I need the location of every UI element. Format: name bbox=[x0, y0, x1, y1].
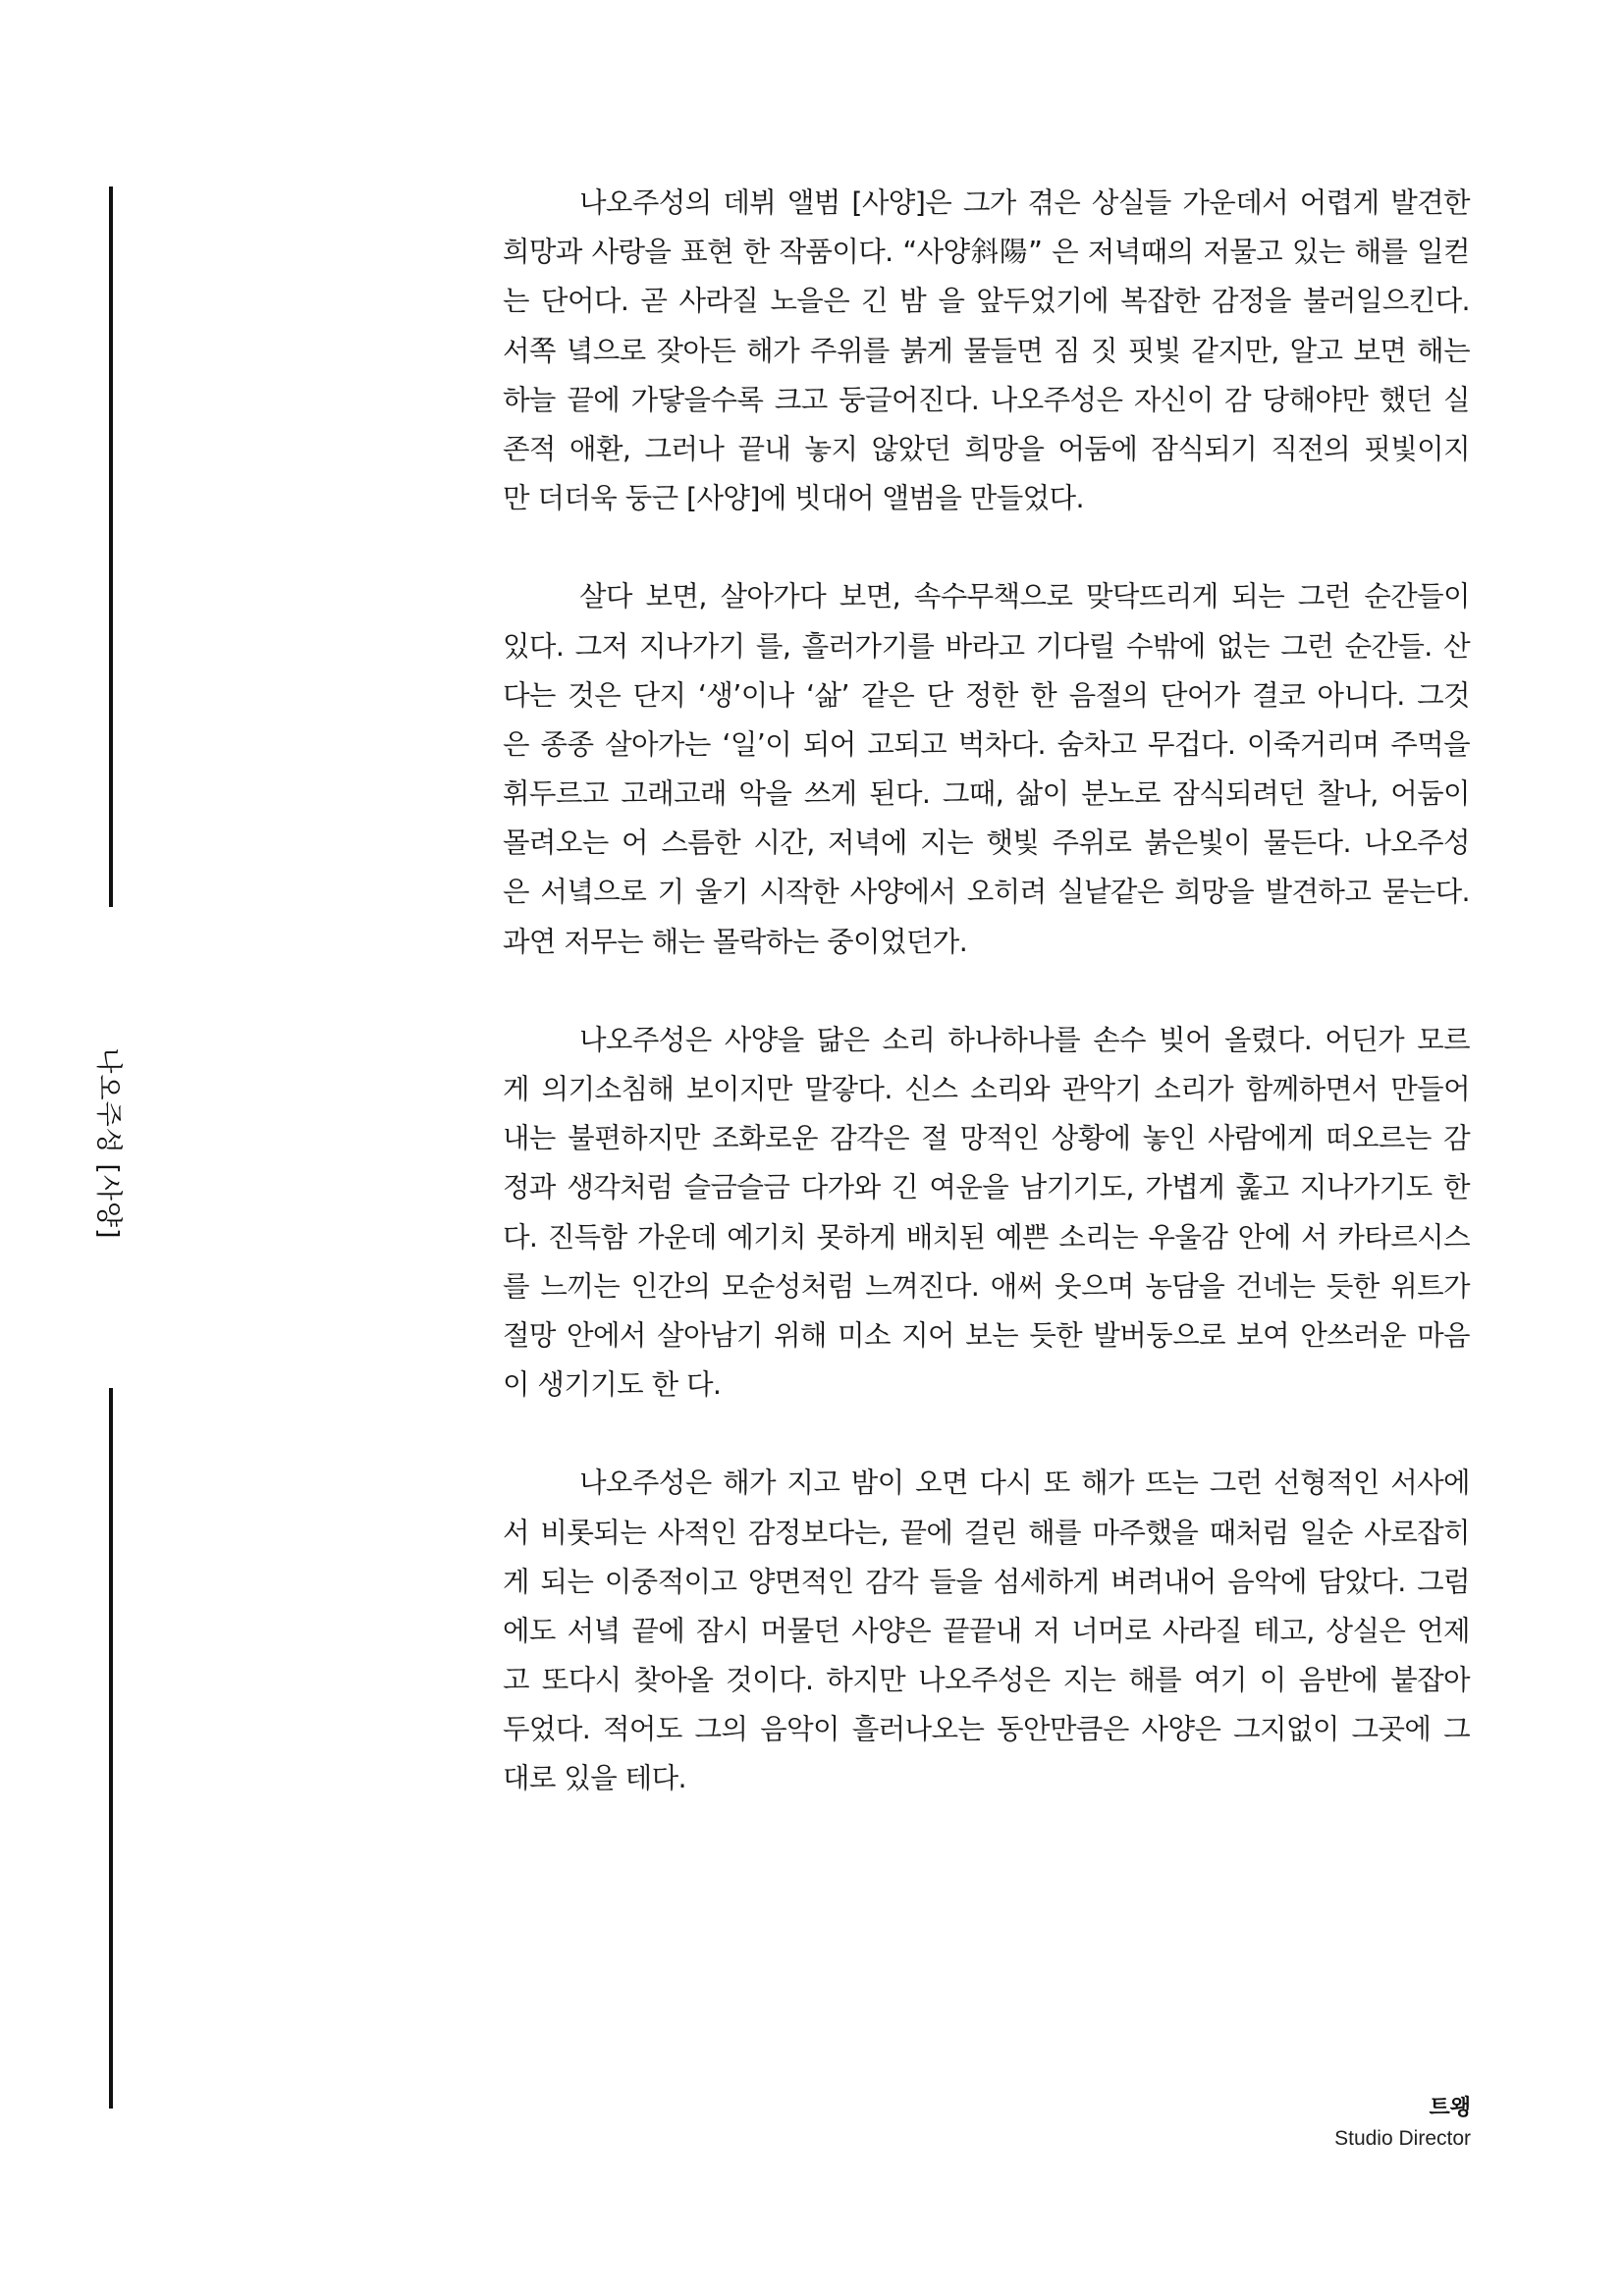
text-line: 를 느끼는 인간의 모순성처럼 느껴진다. 애써 웃으며 농담을 건네는 듯한 위트가 bbox=[503, 1269, 1470, 1303]
paragraph-2 bbox=[503, 572, 1470, 967]
author-name: 트왱 bbox=[1429, 2096, 1471, 2120]
sidebar-rule-top bbox=[109, 187, 113, 907]
text-line: 두었다. 적어도 그의 음악이 흘러나오는 동안만큼은 사양은 그지없이 그곳에 그 bbox=[503, 1713, 1470, 1746]
text-line: 나오주성의 데뷔 앨범 [사양]은 그가 겪은 상실들 가운데서 어렵게 발견한 bbox=[579, 187, 1470, 219]
text-line: 은 서녘으로 기 울기 시작한 사양에서 오히려 실낱같은 희망을 발견하고 묻는다. bbox=[503, 876, 1470, 909]
text-line: 존적 애환, 그러나 끝내 놓지 않았던 희망을 어둠에 잠식되기 직전의 핏빛이지 bbox=[503, 432, 1470, 465]
paragraph-1 bbox=[503, 179, 1470, 523]
text-line: 고 또다시 찾아올 것이다. 하지만 나오주성은 지는 해를 여기 이 음반에 붙잡아 bbox=[503, 1664, 1470, 1697]
text-line: 절망 안에서 살아남기 위해 미소 지어 보는 듯한 발버둥으로 보여 안쓰러운 마음 bbox=[503, 1318, 1470, 1352]
text-line: 하늘 끝에 가닿을수록 크고 둥글어진다. 나오주성은 자신이 감 당해야만 했던 실 bbox=[503, 383, 1470, 416]
text-line: 과연 저무는 해는 몰락하는 중이었던가. bbox=[503, 925, 968, 958]
text-line: 서쪽 녘으로 잦아든 해가 주위를 붉게 물들면 짐 짓 핏빛 같지만, 알고 보면 해는 bbox=[503, 334, 1470, 367]
text-line: 휘두르고 고래고래 악을 쓰게 된다. 그때, 삶이 분노로 잠식되려던 찰나, 어둠이 bbox=[503, 777, 1470, 811]
text-line: 게 의기소침해 보이지만 말갛다. 신스 소리와 관악기 소리가 함께하면서 만들어 bbox=[503, 1073, 1470, 1105]
text-line: 이 생기기도 한 다. bbox=[503, 1368, 722, 1402]
text-line: 몰려오는 어 스름한 시간, 저녁에 지는 햇빛 주위로 붉은빛이 물든다. 나오주성 bbox=[503, 827, 1470, 860]
text-line: 은 종종 살아가는 ‘일’이 되어 고되고 벅차다. 숨차고 무겁다. 이죽거리며 주먹을 bbox=[503, 727, 1470, 761]
paragraph-4 bbox=[503, 1459, 1470, 1803]
text-line: 서 비롯되는 사적인 감정보다는, 끝에 걸린 해를 마주했을 때처럼 일순 사로잡히 bbox=[503, 1516, 1470, 1549]
text-line: 나오주성은 해가 지고 밤이 오면 다시 또 해가 뜨는 그런 선형적인 서사에 bbox=[579, 1467, 1470, 1500]
text-line: 게 되는 이중적이고 양면적인 감각 들을 섬세하게 벼려내어 음악에 담았다. 그럼 bbox=[503, 1565, 1470, 1598]
text-line: 다는 것은 단지 ‘생’이나 ‘삶’ 같은 단 정한 한 음절의 단어가 결코 아니다. 그것 bbox=[503, 678, 1470, 712]
text-line: 대로 있을 테다. bbox=[503, 1762, 686, 1795]
text-line: 정과 생각처럼 슬금슬금 다가와 긴 여운을 남기기도, 가볍게 훑고 지나가기도 한 bbox=[503, 1171, 1470, 1204]
author-title: Studio Director bbox=[1334, 2127, 1471, 2150]
text-line: 에도 서녘 끝에 잠시 머물던 사양은 끝끝내 저 너머로 사라질 테고, 상실은 언제 bbox=[503, 1614, 1470, 1647]
signature-block bbox=[1334, 2094, 1471, 2155]
text-line: 나오주성은 사양을 닮은 소리 하나하나를 손수 빚어 올렸다. 어딘가 모르 bbox=[579, 1023, 1470, 1056]
text-line: 만 더더욱 둥근 [사양]에 빗대어 앨범을 만들었다. bbox=[503, 482, 1084, 515]
text-line: 있다. 그저 지나가기 를, 흘러가기를 바라고 기다릴 수밖에 없는 그런 순간들. 산 bbox=[503, 629, 1470, 663]
text-line: 희망과 사랑을 표현 한 작품이다. “사양斜陽” 은 저녁때의 저물고 있는 해를 일컫 bbox=[503, 236, 1470, 269]
paragraph-3 bbox=[503, 1016, 1470, 1411]
sidebar-rule-bottom bbox=[109, 1388, 113, 2109]
text-line: 는 단어다. 곧 사라질 노을은 긴 밤 을 앞두었기에 복잡한 감정을 불러일으킨다. bbox=[503, 285, 1470, 318]
text-line: 내는 불편하지만 조화로운 감각은 절 망적인 상황에 놓인 사람에게 떠오르는 감 bbox=[503, 1122, 1470, 1155]
sidebar-vertical-title: 나오주성 [사양] bbox=[92, 1047, 124, 1240]
article-body bbox=[503, 179, 1470, 1853]
text-line: 살다 보면, 살아가다 보면, 속수무책으로 맞닥뜨리게 되는 그런 순간들이 bbox=[579, 580, 1470, 614]
text-line: 다. 진득함 가운데 예기치 못하게 배치된 예쁜 소리는 우울감 안에 서 카타르시스 bbox=[503, 1220, 1470, 1254]
